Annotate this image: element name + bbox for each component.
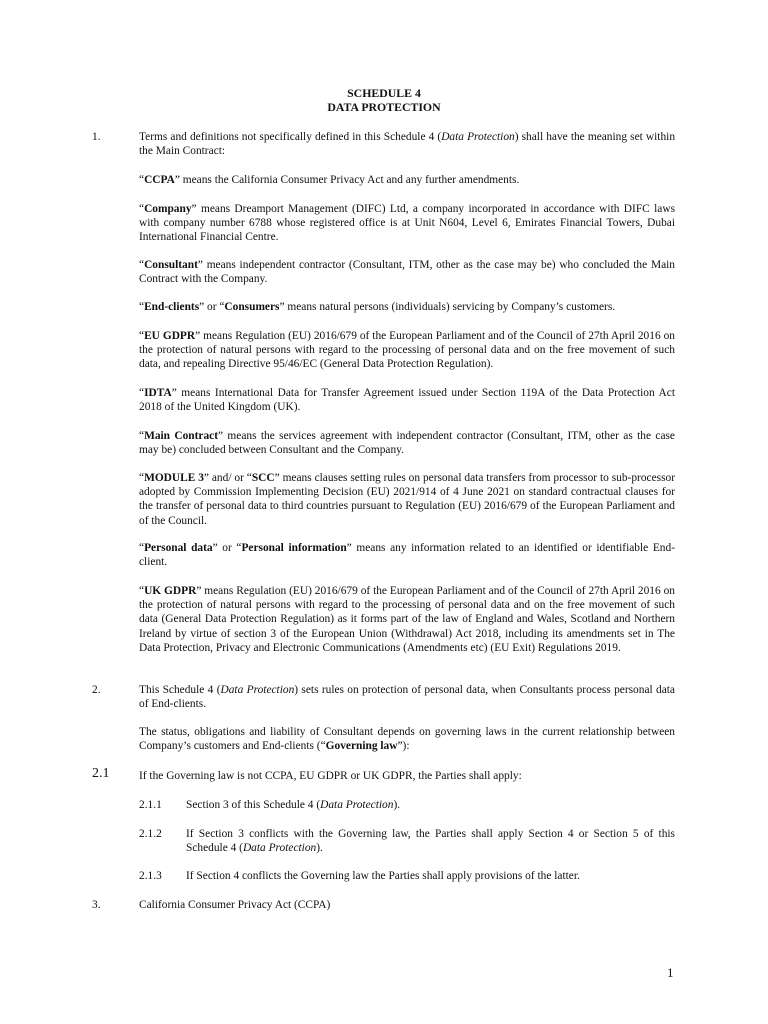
subsection-number: 2.1.3: [139, 870, 162, 882]
section-2-paragraph-2: The status, obligations and liability of Consultant depends on governing laws in the current relationship between Company’s customers and End-clients (“Governing law”):: [139, 726, 675, 753]
section-2-paragraph-1: This Schedule 4 (Data Protection) sets rules on protection of personal data, when Consultants process personal data of End-clients.: [139, 684, 675, 711]
definition-company: “Company” means Dreamport Management (DIFC) Ltd, a company incorporated in accordance with DIFC laws with company number 6788 whose registered office is at Unit N604, Level 6, Emirates Financial Towers, Dubai International Financial Centre.: [139, 203, 675, 244]
definition-consultant: “Consultant” means independent contractor (Consultant, ITM, other as the case may be) who concluded the Main Contract with the Company.: [139, 259, 675, 286]
section-number: 2.: [92, 684, 101, 696]
subsection-number: 2.1.2: [139, 828, 162, 840]
definition-ccpa: “CCPA” means the California Consumer Privacy Act and any further amendments.: [139, 174, 520, 186]
subsection-number: 2.1.1: [139, 799, 162, 811]
subsection-text: If Section 3 conflicts with the Governing law, the Parties shall apply Section 4 or Section 5 of this Schedule 4 (Data Protection).: [186, 828, 675, 855]
schedule-title: SCHEDULE 4: [347, 86, 421, 100]
subsection-text: If Section 4 conflicts the Governing law the Parties shall apply provisions of the latter.: [186, 870, 580, 882]
section-1-intro: Terms and definitions not specifically defined in this Schedule 4 (Data Protection) shall have the meaning set within the Main Contract:: [139, 131, 676, 158]
page-number: 1: [667, 965, 674, 980]
section-3-heading: California Consumer Privacy Act (CCPA): [139, 899, 331, 911]
subsection-text: Section 3 of this Schedule 4 (Data Protection).: [186, 799, 401, 811]
definition-personal-data: “Personal data” or “Personal information” means any information related to an identified or identifiable End-client.: [139, 542, 675, 569]
definition-eu-gdpr: “EU GDPR” means Regulation (EU) 2016/679 of the European Parliament and of the Council of 27th April 2016 on the protection of natural persons with regard to the processing of personal data and on the free movement of such data, and repealing Directive 95/46/EC (General Data Protection Regulation).: [139, 330, 675, 371]
definition-module-3: “MODULE 3” and/ or “SCC” means clauses setting rules on personal data transfers from processor to sub-processor adopted by Commission Implementing Decision (EU) 2021/914 of 4 June 2021 on standard contractual clauses for the transfer of personal data to third countries pursuant to Regulation (EU) 2016/679 of the European Parliament and of the Council.: [139, 472, 675, 527]
schedule-subtitle: DATA PROTECTION: [327, 100, 441, 114]
section-number: 3.: [92, 899, 101, 911]
definition-end-clients: “End-clients” or “Consumers” means natural persons (individuals) servicing by Company’s customers.: [139, 301, 616, 313]
section-number: 2.1: [92, 766, 110, 781]
section-number: 1.: [92, 131, 101, 143]
definition-idta: “IDTA” means International Data for Transfer Agreement issued under Section 119A of the Data Protection Act 2018 of the United Kingdom (UK).: [139, 387, 675, 414]
definition-uk-gdpr: “UK GDPR” means Regulation (EU) 2016/679 of the European Parliament and of the Council of 27th April 2016 on the protection of natural persons with regard to the processing of personal data and on the free movement of such data (General Data Protection Regulation) as it forms part of the law of England and Wales, Scotland and Northern Ireland by virtue of section 3 of the European Union (Withdrawal) Act 2018, including its amendments set in The Data Protection, Privacy and Electronic Communications (Amendments etc) (EU Exit) Regulations 2019.: [139, 585, 675, 654]
definition-main-contract: “Main Contract” means the services agreement with independent contractor (Consultant, ITM, other as the case may be) concluded between Consultant and the Company.: [139, 430, 675, 457]
section-2-1-text: If the Governing law is not CCPA, EU GDPR or UK GDPR, the Parties shall apply:: [139, 770, 522, 782]
